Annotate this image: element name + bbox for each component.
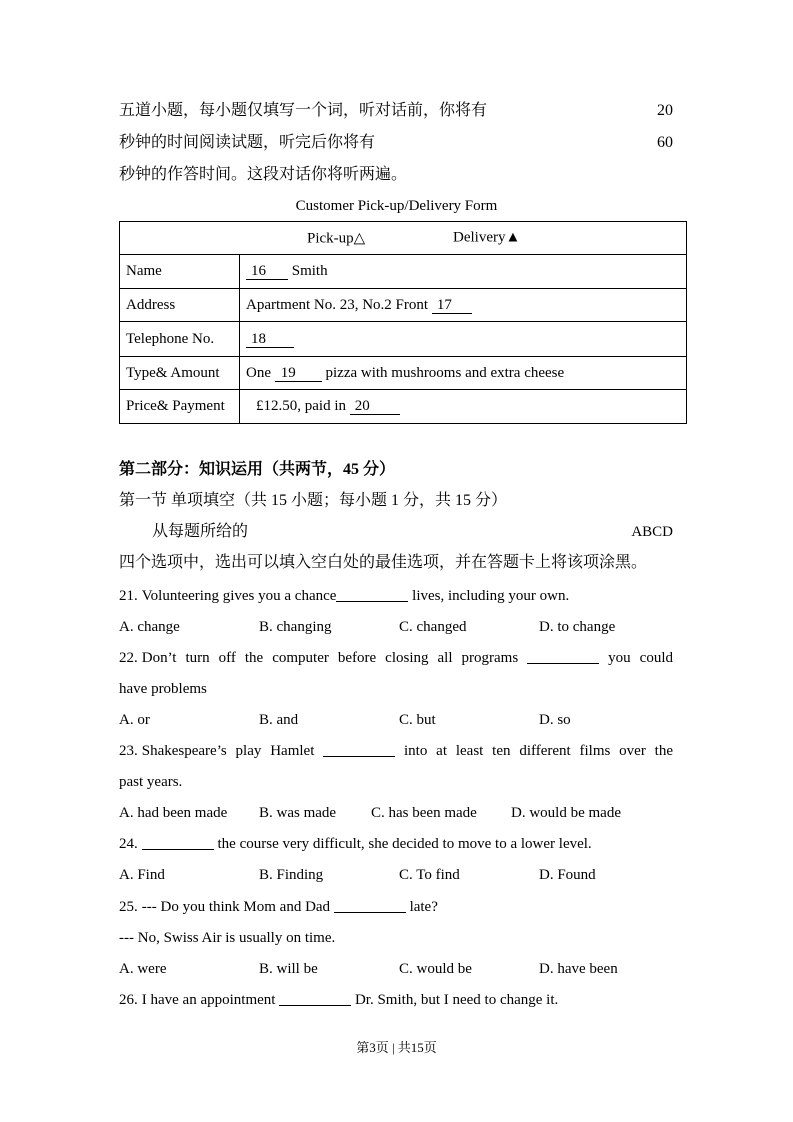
q22-answer-blank	[527, 649, 599, 664]
pickup-option: Pick-up△	[307, 230, 366, 247]
intro-line-2	[119, 132, 673, 154]
form-value-type-amount	[240, 357, 687, 390]
q24-option-a: A. Find	[119, 867, 165, 883]
q25-option-a: A. were	[119, 961, 167, 977]
intro-line-2-text: 秒钟的时间阅读试题，听完后你将有	[119, 134, 376, 151]
form-row-type-amount	[120, 357, 687, 390]
q26-text-before: I have an appointment	[141, 992, 280, 1008]
form-value-price-payment	[240, 390, 687, 424]
form-value-address	[240, 289, 687, 322]
q26-answer-blank	[279, 991, 351, 1006]
form-header-cell	[120, 222, 687, 255]
q22-text-after: you could	[599, 650, 674, 666]
q23-text-before: Shakespeare’s play Hamlet	[141, 743, 324, 759]
q24-text-after: the course very difficult, she decided to move to a lower level.	[213, 836, 592, 852]
form-value-address-text: Apartment No. 23, No.2 Front	[246, 296, 432, 313]
q25-number: 25.	[119, 899, 138, 915]
form-blank-16: 16	[246, 264, 288, 280]
form-label-name: Name	[120, 255, 240, 289]
q23-text-after: into at least ten different films over the	[395, 743, 673, 759]
form-label-telephone: Telephone No.	[120, 322, 240, 357]
q25-option-c: C. would be	[399, 961, 472, 977]
intro-line-1-seconds: 20	[657, 102, 673, 119]
intro-line-1-text: 五道小题，每小题仅填写一个词，听对话前，你将有	[119, 102, 488, 119]
q24-answer-blank	[142, 835, 214, 850]
q21-number: 21.	[119, 588, 138, 604]
form-blank-18: 18	[246, 332, 294, 348]
instruction-line-1-text: 从每题所给的	[152, 523, 249, 540]
q24-number: 24.	[119, 836, 138, 852]
page-footer: 第3页 | 共15页	[356, 1040, 437, 1055]
q24-option-b: B. Finding	[259, 867, 324, 883]
form-blank-19: 19	[275, 366, 322, 382]
q22-text-before: Don’t turn off the computer before closing all programs	[141, 650, 528, 666]
q21-option-d: D. to change	[539, 619, 616, 635]
intro-line-2-seconds: 60	[657, 134, 673, 151]
q23-continuation: past years.	[119, 774, 183, 790]
form-value-telephone	[240, 322, 687, 357]
q22-number: 22.	[119, 650, 138, 666]
q24-options	[119, 864, 673, 886]
section-subheading: 第一节 单项填空（共 15 小题；每小题 1 分，共 15 分）	[119, 492, 508, 509]
q25-text-before: --- Do you think Mom and Dad	[141, 899, 334, 915]
q22-option-b: B. and	[259, 712, 299, 728]
form-blank-20: 20	[350, 399, 400, 415]
q22-option-d: D. so	[539, 712, 571, 728]
q21-option-a: A. change	[119, 619, 180, 635]
instruction-line-2: 四个选项中，选出可以填入空白处的最佳选项，并在答题卡上将该项涂黑。	[119, 554, 648, 571]
form-value-name	[240, 255, 687, 289]
form-label-type-amount: Type& Amount	[120, 357, 240, 390]
q26-stem	[119, 989, 673, 1011]
q22-option-a: A. or	[119, 712, 150, 728]
q23-number: 23.	[119, 743, 138, 759]
q25-text-after: late?	[405, 899, 438, 915]
q25-option-b: B. will be	[259, 961, 318, 977]
q25-stem	[119, 896, 673, 918]
q23-option-d: D. would be made	[511, 805, 621, 821]
q25-option-d: D. have been	[539, 961, 618, 977]
q22-continuation: have problems	[119, 681, 207, 697]
form-value-price-text: £12.50, paid in	[256, 398, 350, 414]
form-label-price-payment: Price& Payment	[120, 390, 240, 424]
q25-reply: --- No, Swiss Air is usually on time.	[119, 930, 336, 946]
q22-option-c: C. but	[399, 712, 436, 728]
q25-options	[119, 958, 673, 980]
form-blank-17: 17	[432, 298, 472, 314]
form-row-price-payment	[120, 390, 687, 424]
q23-options	[119, 802, 673, 824]
q22-stem	[119, 647, 673, 669]
q26-number: 26.	[119, 992, 138, 1008]
q25-answer-blank	[334, 898, 406, 913]
q23-stem	[119, 740, 673, 762]
form-title: Customer Pick-up/Delivery Form	[295, 198, 498, 214]
form-value-type-suffix: pizza with mushrooms and extra cheese	[321, 364, 565, 381]
q24-option-d: D. Found	[539, 867, 596, 883]
q21-text-after: lives, including your own.	[408, 588, 570, 604]
q21-text-before: Volunteering gives you a chance	[141, 588, 337, 604]
q24-option-c: C. To find	[399, 867, 460, 883]
q21-option-c: C. changed	[399, 619, 467, 635]
q24-stem	[119, 833, 673, 855]
q23-answer-blank	[323, 742, 395, 757]
q26-text-after: Dr. Smith, but I need to change it.	[351, 992, 559, 1008]
q21-option-b: B. changing	[259, 619, 332, 635]
delivery-option: Delivery▲	[453, 229, 521, 246]
instruction-line-1	[119, 521, 673, 543]
pickup-delivery-form-table	[119, 221, 687, 424]
form-row-address	[120, 289, 687, 322]
form-header-row	[120, 222, 687, 255]
q22-options	[119, 709, 673, 731]
intro-line-1	[119, 100, 673, 122]
form-row-telephone	[120, 322, 687, 357]
q21-answer-blank	[336, 587, 408, 602]
intro-line-3: 秒钟的作答时间。这段对话你将听两遍。	[119, 166, 408, 183]
instruction-line-1-options: ABCD	[631, 524, 673, 540]
q21-stem	[119, 585, 673, 607]
q21-options	[119, 616, 673, 638]
q23-option-a: A. had been made	[119, 805, 228, 821]
form-label-address: Address	[120, 289, 240, 322]
form-value-name-text: Smith	[288, 263, 328, 279]
q23-option-b: B. was made	[259, 805, 337, 821]
form-row-name	[120, 255, 687, 289]
form-value-type-prefix: One	[246, 364, 275, 381]
q23-option-c: C. has been made	[371, 805, 477, 821]
section-heading: 第二部分：知识运用（共两节，45 分）	[119, 461, 396, 478]
